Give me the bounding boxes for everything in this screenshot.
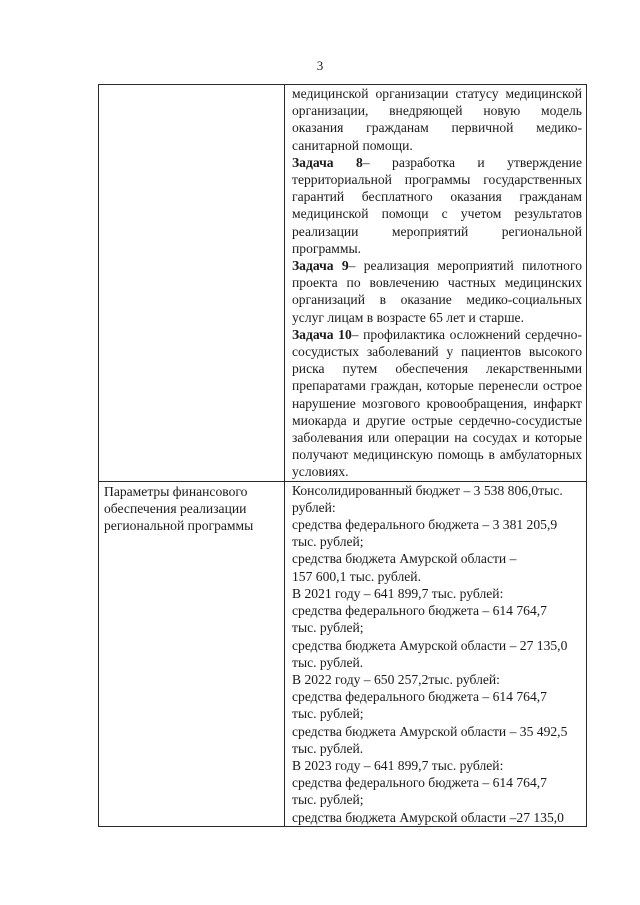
row-label-cell: Параметры финансового обеспечения реализации региональной программы (99, 481, 285, 826)
finance-line: средства бюджета Амурской области – (292, 551, 517, 567)
task-dash: – (362, 154, 370, 170)
finance-cell (285, 481, 587, 826)
finance-line: тыс. рублей; (292, 792, 364, 808)
task-8 (292, 154, 582, 257)
finance-line: средства бюджета Амурской области –27 135,0 (292, 809, 564, 825)
finance-line: средства бюджета Амурской области – 35 492,5 (292, 723, 568, 739)
task-text: реализация мероприятий пилотного проекта по вовлечению частных медицинских организаций в оказание медико-социальных услуг лицам в возрасте 65 лет и старше. (292, 258, 582, 325)
table-row (99, 481, 587, 826)
task-dash: – (348, 258, 356, 274)
task-9 (292, 257, 582, 326)
finance-line: тыс. рублей; (292, 706, 364, 722)
task-label: Задача 10 (292, 326, 352, 342)
finance-line: средства федерального бюджета – 614 764,7 (292, 775, 547, 791)
finance-line: тыс. рублей; (292, 534, 364, 550)
finance-line: В 2021 году – 641 899,7 тыс. рублей: (292, 585, 504, 601)
finance-line: тыс. рублей; (292, 620, 364, 636)
finance-line: средства федерального бюджета – 3 381 205,9 (292, 517, 558, 533)
finance-line: рублей: (292, 499, 336, 515)
finance-line: средства федерального бюджета – 614 764,7 (292, 689, 547, 705)
task-text: профилактика осложнений сердечно-сосудистых заболеваний у пациентов высокого риска путем обеспечения лекарственными препаратами граждан, которые перенесли острое нарушение мозгового кровообращения, инфаркт миокарда и другие острые сердечно-сосудистые заболевания или операции на сосудах и которые получают медицинскую помощь в амбулаторных условиях. (292, 326, 582, 480)
task-label: Задача 9 (292, 258, 349, 274)
page-number: 3 (316, 58, 324, 73)
task-label: Задача 8 (292, 154, 363, 170)
continuation-paragraph: медицинской организации статусу медицинской организации, внедряющей новую модель оказания гражданам первичной медико-санитарной помощи. (292, 86, 582, 153)
row-label-cell (99, 85, 285, 482)
finance-line: тыс. рублей. (292, 740, 364, 756)
task-10 (292, 326, 582, 481)
tasks-cell (285, 85, 587, 482)
finance-line: В 2023 году – 641 899,7 тыс. рублей: (292, 757, 504, 773)
table-row (99, 85, 587, 482)
finance-line: В 2022 году – 650 257,2тыс. рублей: (292, 671, 500, 687)
finance-line: 157 600,1 тыс. рублей. (292, 568, 421, 584)
finance-line: средства федерального бюджета – 614 764,7 (292, 603, 547, 619)
finance-line: тыс. рублей. (292, 654, 364, 670)
task-text: разработка и утверждение территориальной программы государственных гарантий бесплатного оказания гражданам медицинской помощи с учетом результатов реализации мероприятий региональной программы. (292, 154, 582, 256)
program-passport-table (98, 84, 587, 827)
task-dash: – (351, 326, 359, 342)
finance-line: средства бюджета Амурской области – 27 135,0 (292, 637, 568, 653)
finance-line: Консолидированный бюджет – 3 538 806,0тыс. (292, 482, 563, 498)
